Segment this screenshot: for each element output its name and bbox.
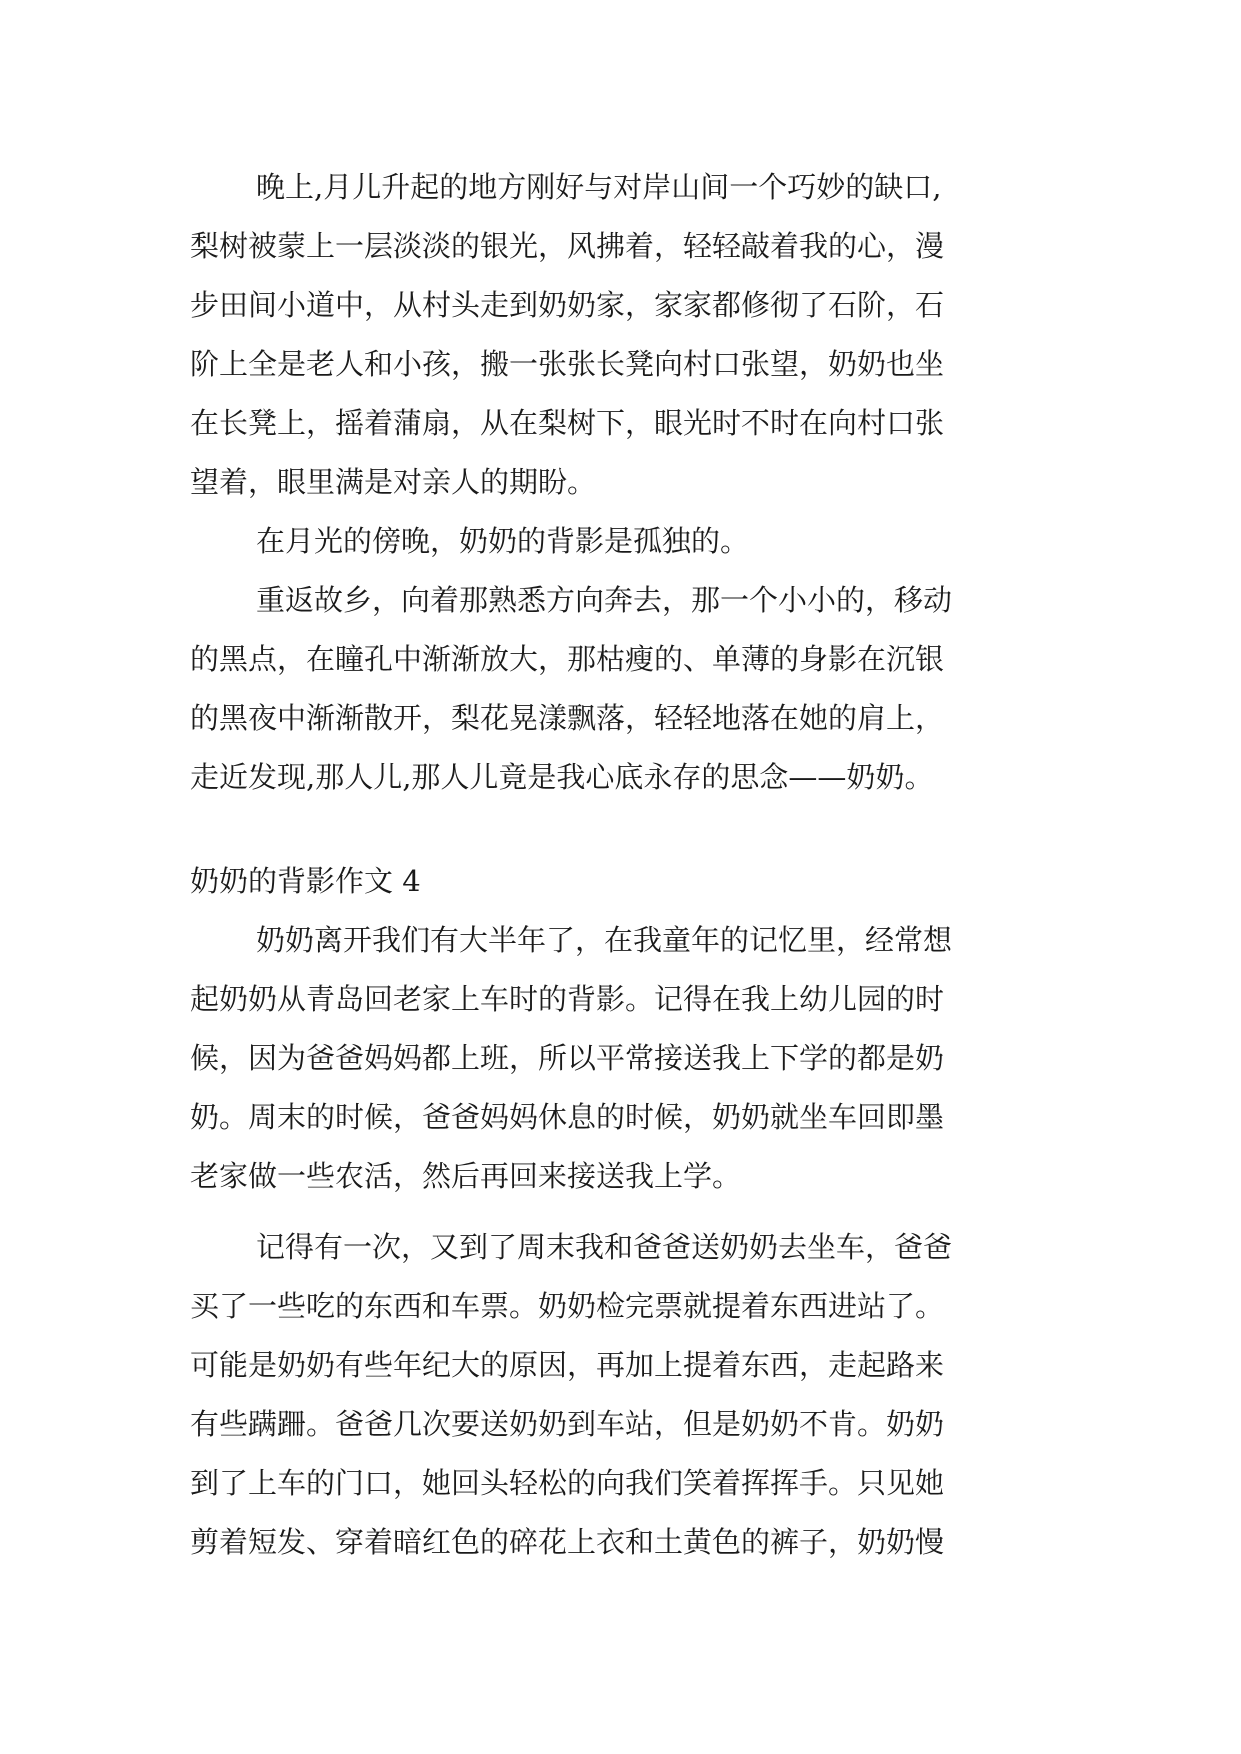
text-line: 望着，眼里满是对亲人的期盼。 [190, 465, 597, 499]
text-line: 到了上车的门口，她回头轻松的向我们笑着挥挥手。只见她 [190, 1466, 945, 1500]
section-heading: 奶奶的背影作文 4 [190, 864, 421, 898]
text-line: 奶。周末的时候，爸爸妈妈休息的时候，奶奶就坐车回即墨 [190, 1100, 945, 1134]
text-line: 梨树被蒙上一层淡淡的银光，风拂着，轻轻敲着我的心，漫 [190, 229, 945, 263]
text-line: 奶奶离开我们有大半年了，在我童年的记忆里，经常想 [256, 923, 953, 957]
text-line: 候，因为爸爸妈妈都上班，所以平常接送我上下学的都是奶 [190, 1041, 945, 1075]
text-line: 剪着短发、穿着暗红色的碎花上衣和土黄色的裤子，奶奶慢 [190, 1525, 945, 1559]
text-line: 的黑夜中渐渐散开，梨花晃漾飘落，轻轻地落在她的肩上， [190, 701, 945, 735]
text-line: 起奶奶从青岛回老家上车时的背影。记得在我上幼儿园的时 [190, 982, 945, 1016]
text-line: 的黑点，在瞳孔中渐渐放大，那枯瘦的、单薄的身影在沉银 [190, 642, 945, 676]
text-line: 晚上,月儿升起的地方刚好与对岸山间一个巧妙的缺口, [256, 170, 942, 204]
text-line: 买了一些吃的东西和车票。奶奶检完票就提着东西进站了。 [190, 1289, 945, 1323]
text-line: 在月光的傍晚，奶奶的背影是孤独的。 [256, 524, 750, 558]
text-line: 有些蹒跚。爸爸几次要送奶奶到车站，但是奶奶不肯。奶奶 [190, 1407, 945, 1441]
text-line: 走近发现,那人儿,那人儿竟是我心底永存的思念——奶奶。 [190, 760, 934, 794]
text-line: 可能是奶奶有些年纪大的原因，再加上提着东西，走起路来 [190, 1348, 945, 1382]
text-line: 步田间小道中，从村头走到奶奶家，家家都修彻了石阶，石 [190, 288, 945, 322]
text-line: 记得有一次，又到了周末我和爸爸送奶奶去坐车，爸爸 [256, 1230, 953, 1264]
text-line: 阶上全是老人和小孩，搬一张张长凳向村口张望，奶奶也坐 [190, 347, 945, 381]
text-line: 在长凳上，摇着蒲扇，从在梨树下，眼光时不时在向村口张 [190, 406, 945, 440]
text-line: 老家做一些农活，然后再回来接送我上学。 [190, 1159, 742, 1193]
text-line: 重返故乡，向着那熟悉方向奔去，那一个小小的，移动 [256, 583, 953, 617]
